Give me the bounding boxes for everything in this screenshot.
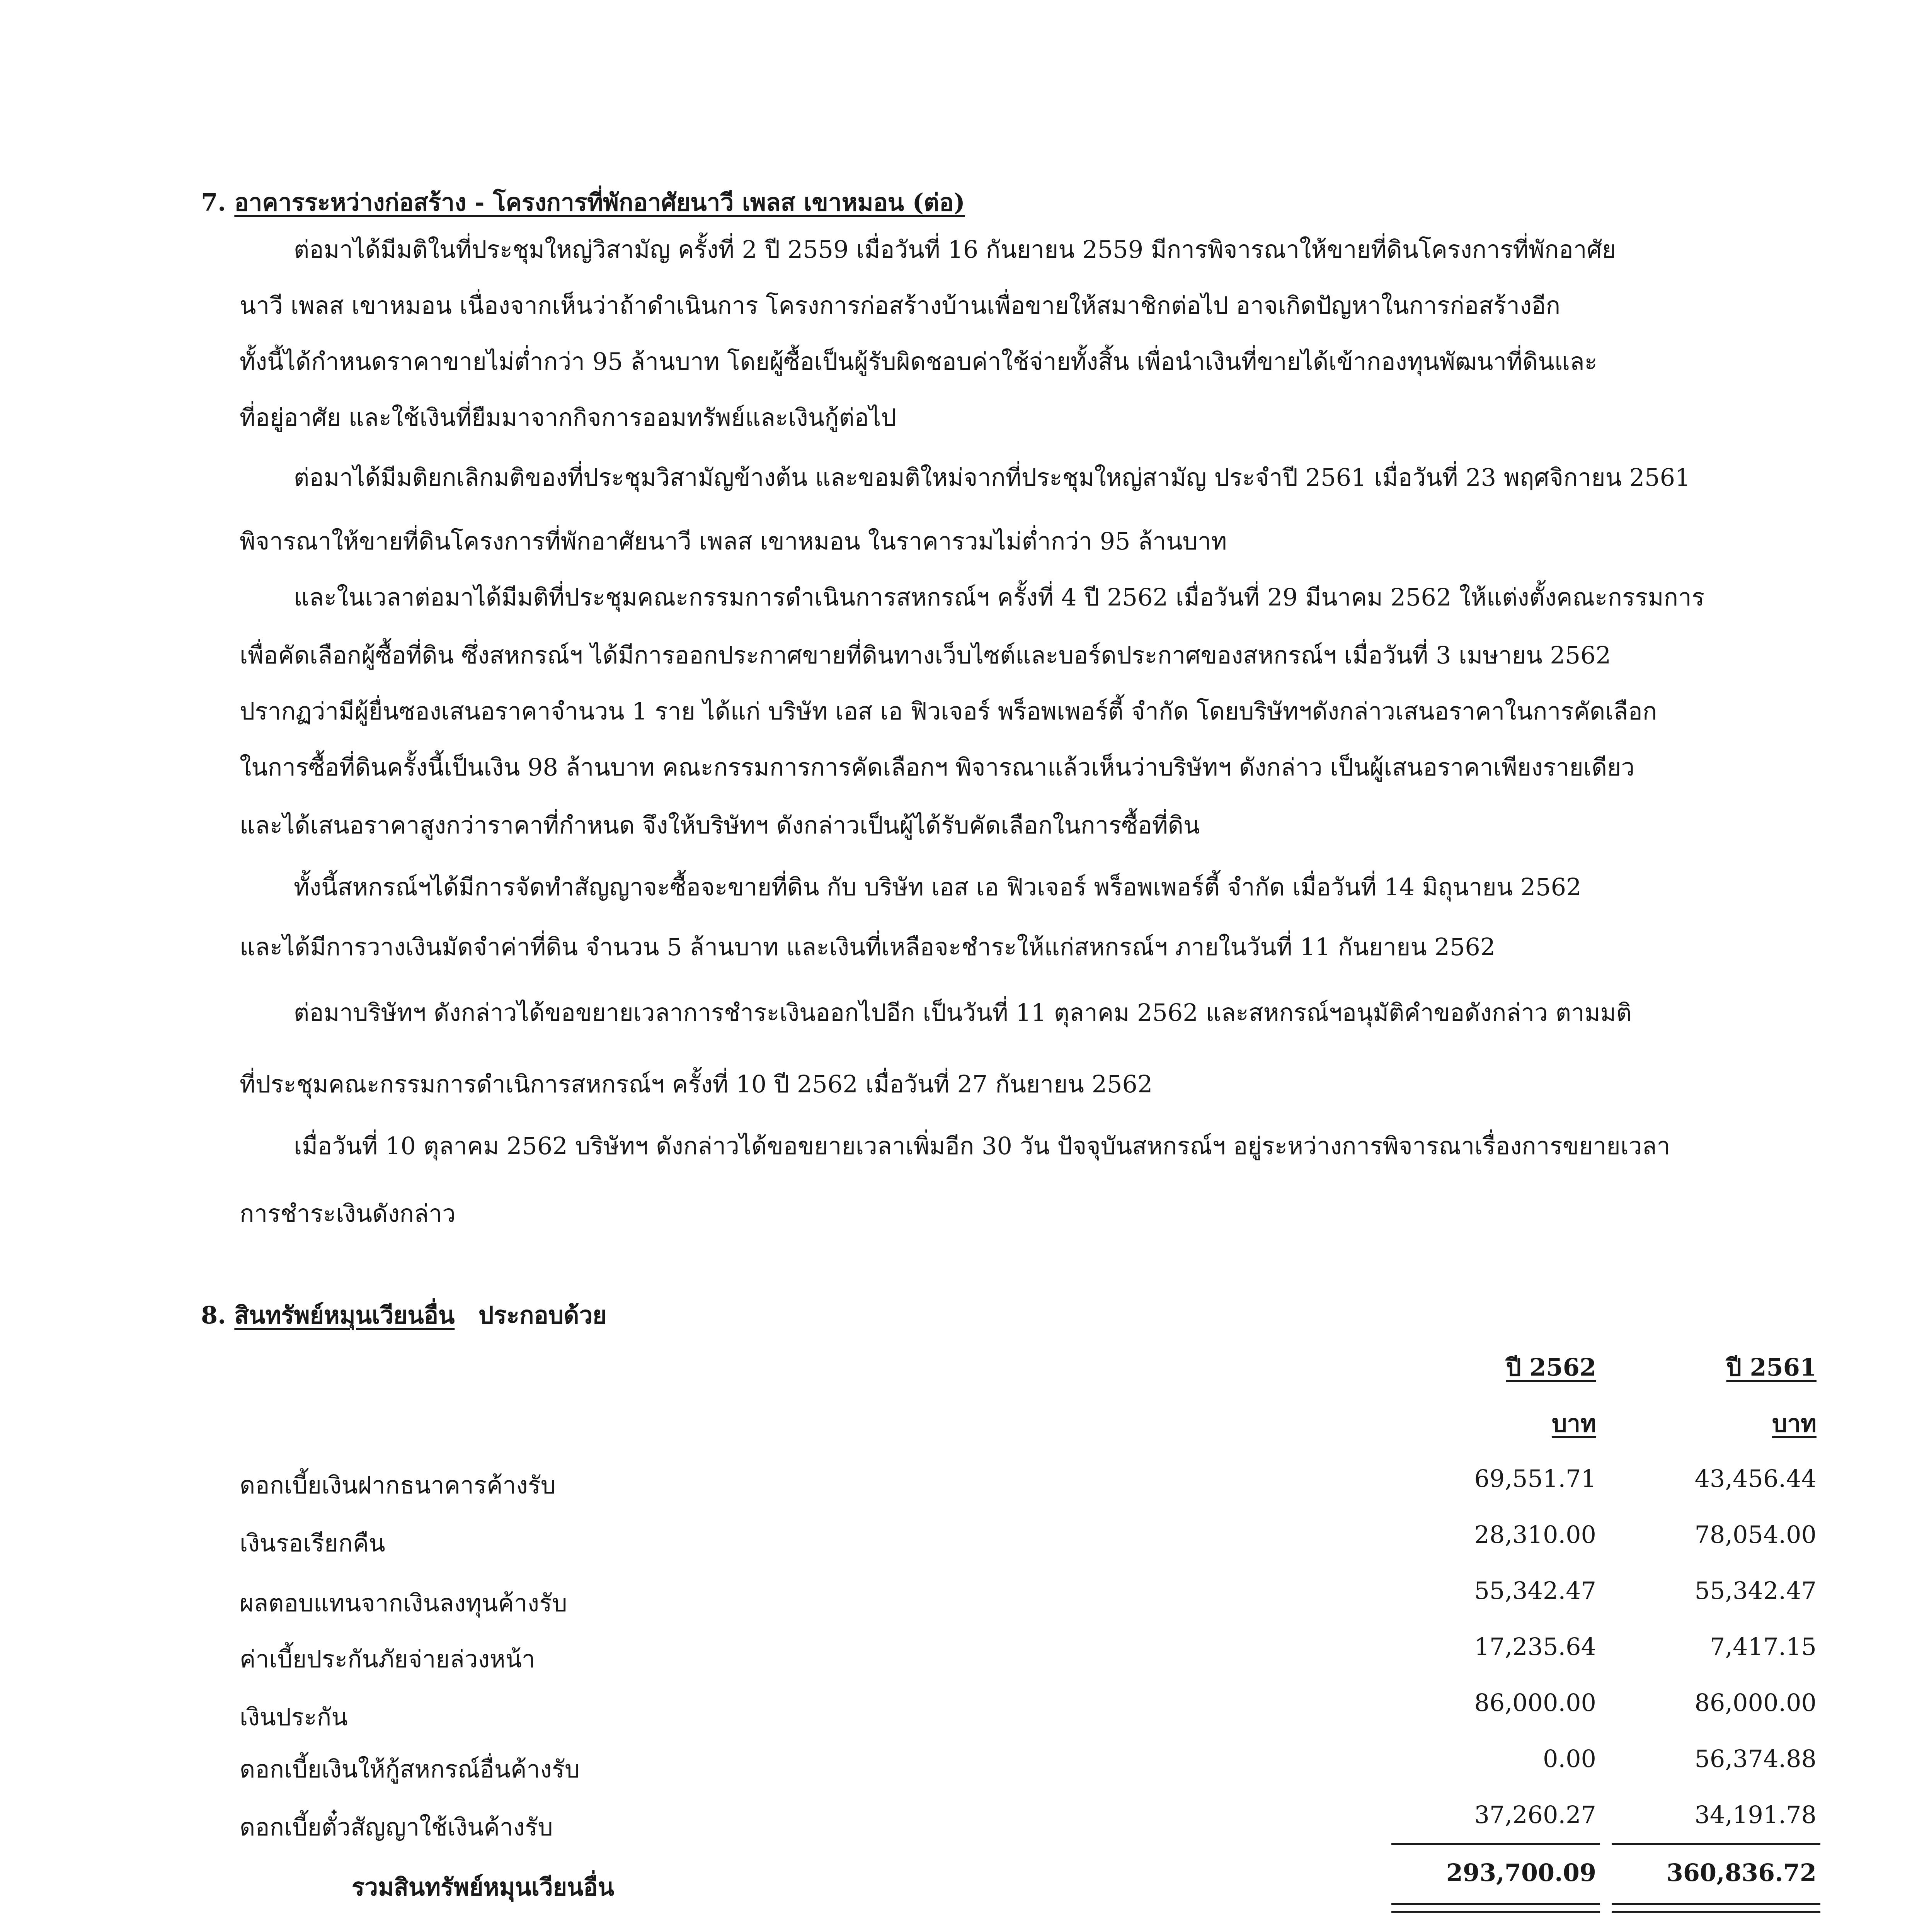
paragraph-line: ต่อมาได้มีมติยกเลิกมติของที่ประชุมวิสามัญข้างต้น และขอมติใหม่จากที่ประชุมใหญ่สามัญ ประจำปี 2561 เมื่อวันที่ 23 พฤศจิกายน 2561 [294,463,1691,492]
row-value-2562: 17,235.64 [1474,1633,1596,1661]
paragraph-line: เมื่อวันที่ 10 ตุลาคม 2562 บริษัทฯ ดังกล่าวได้ขอขยายเวลาเพิ่มอีก 30 วัน ปัจจุบันสหกรณ์ฯ อยู่ระหว่างการพิจารณาเรื่องการขยายเวลา [294,1132,1670,1160]
paragraph-line: และได้มีการวางเงินมัดจำค่าที่ดิน จำนวน 5 ล้านบาท และเงินที่เหลือจะชำระให้แก่สหกรณ์ฯ ภายในวันที่ 11 กันยายน 2562 [240,933,1496,961]
row-label: เงินรอเรียกคืน [240,1529,385,1557]
total-double-rule-2562-b [1391,1911,1600,1913]
paragraph-line: ในการซื้อที่ดินครั้งนี้เป็นเงิน 98 ล้านบาท คณะกรรมการการคัดเลือกฯ พิจารณาแล้วเห็นว่าบริษัทฯ ดังกล่าว เป็นผู้เสนอราคาเพียงรายเดียว [240,753,1635,781]
row-value-2561: 56,374.88 [1694,1745,1817,1773]
paragraph-line: ต่อมาได้มีมติในที่ประชุมใหญ่วิสามัญ ครั้งที่ 2 ปี 2559 เมื่อวันที่ 16 กันยายน 2559 มีการพิจารณาให้ขายที่ดินโครงการที่พักอาศัย [294,235,1616,264]
row-label: ดอกเบี้ยเงินให้กู้สหกรณ์อื่นค้างรับ [240,1755,580,1783]
row-label: ค่าเบี้ยประกันภัยจ่ายล่วงหน้า [240,1645,535,1673]
row-value-2562: 55,342.47 [1474,1577,1596,1605]
row-value-2561: 55,342.47 [1694,1577,1817,1605]
section-8-heading [201,1296,606,1334]
paragraph-line: ที่อยู่อาศัย และใช้เงินที่ยืมมาจากกิจการออมทรัพย์และเงินกู้ต่อไป [240,403,896,432]
section-8-suffix: ประกอบด้วย [478,1301,607,1329]
section-7-heading [201,184,965,221]
total-double-rule-2561-a [1612,1903,1820,1905]
subtotal-rule-2561 [1612,1843,1820,1845]
total-double-rule-2561-b [1612,1911,1820,1913]
paragraph-line: และได้เสนอราคาสูงกว่าราคาที่กำหนด จึงให้บริษัทฯ ดังกล่าวเป็นผู้ได้รับคัดเลือกในการซื้อที่ดิน [240,811,1200,839]
row-value-2561: 86,000.00 [1694,1689,1817,1717]
total-double-rule-2562-a [1391,1903,1600,1905]
row-label: เงินประกัน [240,1703,348,1731]
total-value-2561: 360,836.72 [1666,1859,1817,1887]
row-value-2561: 43,456.44 [1694,1464,1817,1493]
column-unit-2562: บาท [1551,1409,1596,1437]
paragraph-line: นาวี เพลส เขาหมอน เนื่องจากเห็นว่าถ้าดำเนินการ โครงการก่อสร้างบ้านเพื่อขายให้สมาชิกต่อไป อาจเกิดปัญหาในการก่อสร้างอีก [240,291,1561,320]
row-value-2561: 7,417.15 [1709,1633,1817,1661]
total-value-2562: 293,700.09 [1446,1859,1596,1887]
row-value-2562: 0.00 [1542,1745,1596,1773]
row-value-2561: 78,054.00 [1694,1520,1817,1549]
paragraph-line: และในเวลาต่อมาได้มีมติที่ประชุมคณะกรรมการดำเนินการสหกรณ์ฯ ครั้งที่ 4 ปี 2562 เมื่อวันที่ 29 มีนาคม 2562 ให้แต่งตั้งคณะกรรมการ [294,583,1705,611]
section-8-number: 8. [201,1301,226,1329]
row-label: ดอกเบี้ยตั๋วสัญญาใช้เงินค้างรับ [240,1813,553,1841]
row-value-2562: 37,260.27 [1474,1801,1596,1829]
total-label: รวมสินทรัพย์หมุนเวียนอื่น [352,1873,615,1901]
paragraph-line: ต่อมาบริษัทฯ ดังกล่าวได้ขอขยายเวลาการชำระเงินออกไปอีก เป็นวันที่ 11 ตุลาคม 2562 และสหกรณ์ฯอนุมัติคำขอดังกล่าว ตามมติ [294,998,1632,1027]
paragraph-line: ที่ประชุมคณะกรรมการดำเนิการสหกรณ์ฯ ครั้งที่ 10 ปี 2562 เมื่อวันที่ 27 กันยายน 2562 [240,1070,1153,1098]
section-7-number: 7. [201,188,226,216]
paragraph-line: พิจารณาให้ขายที่ดินโครงการที่พักอาศัยนาวี เพลส เขาหมอน ในราคารวมไม่ต่ำกว่า 95 ล้านบาท [240,527,1227,555]
column-header-year-2562: ปี 2562 [1506,1353,1596,1381]
subtotal-rule-2562 [1391,1843,1600,1845]
paragraph-line: ปรากฏว่ามีผู้ยื่นซองเสนอราคาจำนวน 1 ราย ได้แก่ บริษัท เอส เอ ฟิวเจอร์ พร็อพเพอร์ตี้ จำกัด โดยบริษัทฯดังกล่าวเสนอราคาในการคัดเลือก [240,697,1657,725]
section-8-title: สินทรัพย์หมุนเวียนอื่น [234,1301,455,1329]
paragraph-line: เพื่อคัดเลือกผู้ซื้อที่ดิน ซึ่งสหกรณ์ฯ ได้มีการออกประกาศขายที่ดินทางเว็บไซต์และบอร์ดประกาศของสหกรณ์ฯ เมื่อวันที่ 3 เมษายน 2562 [240,641,1611,669]
row-label: ผลตอบแทนจากเงินลงทุนค้างรับ [240,1589,567,1617]
row-value-2561: 34,191.78 [1694,1801,1817,1829]
row-value-2562: 86,000.00 [1474,1689,1596,1717]
row-value-2562: 69,551.71 [1474,1464,1596,1493]
paragraph-line: การชำระเงินดังกล่าว [240,1199,456,1228]
row-label: ดอกเบี้ยเงินฝากธนาคารค้างรับ [240,1471,556,1499]
section-7-title: อาคารระหว่างก่อสร้าง - โครงการที่พักอาศัยนาวี เพลส เขาหมอน (ต่อ) [234,188,965,216]
column-header-year-2561: ปี 2561 [1726,1353,1817,1381]
column-unit-2561: บาท [1772,1409,1817,1437]
paragraph-line: ทั้งนี้สหกรณ์ฯได้มีการจัดทำสัญญาจะซื้อจะขายที่ดิน กับ บริษัท เอส เอ ฟิวเจอร์ พร็อพเพอร์ตี้ จำกัด เมื่อวันที่ 14 มิถุนายน 2562 [294,873,1582,901]
paragraph-line: ทั้งนี้ได้กำหนดราคาขายไม่ต่ำกว่า 95 ล้านบาท โดยผู้ซื้อเป็นผู้รับผิดชอบค่าใช้จ่ายทั้งสิ้น เพื่อนำเงินที่ขายได้เข้ากองทุนพัฒนาที่ดินและ [240,347,1597,376]
row-value-2562: 28,310.00 [1474,1520,1596,1549]
